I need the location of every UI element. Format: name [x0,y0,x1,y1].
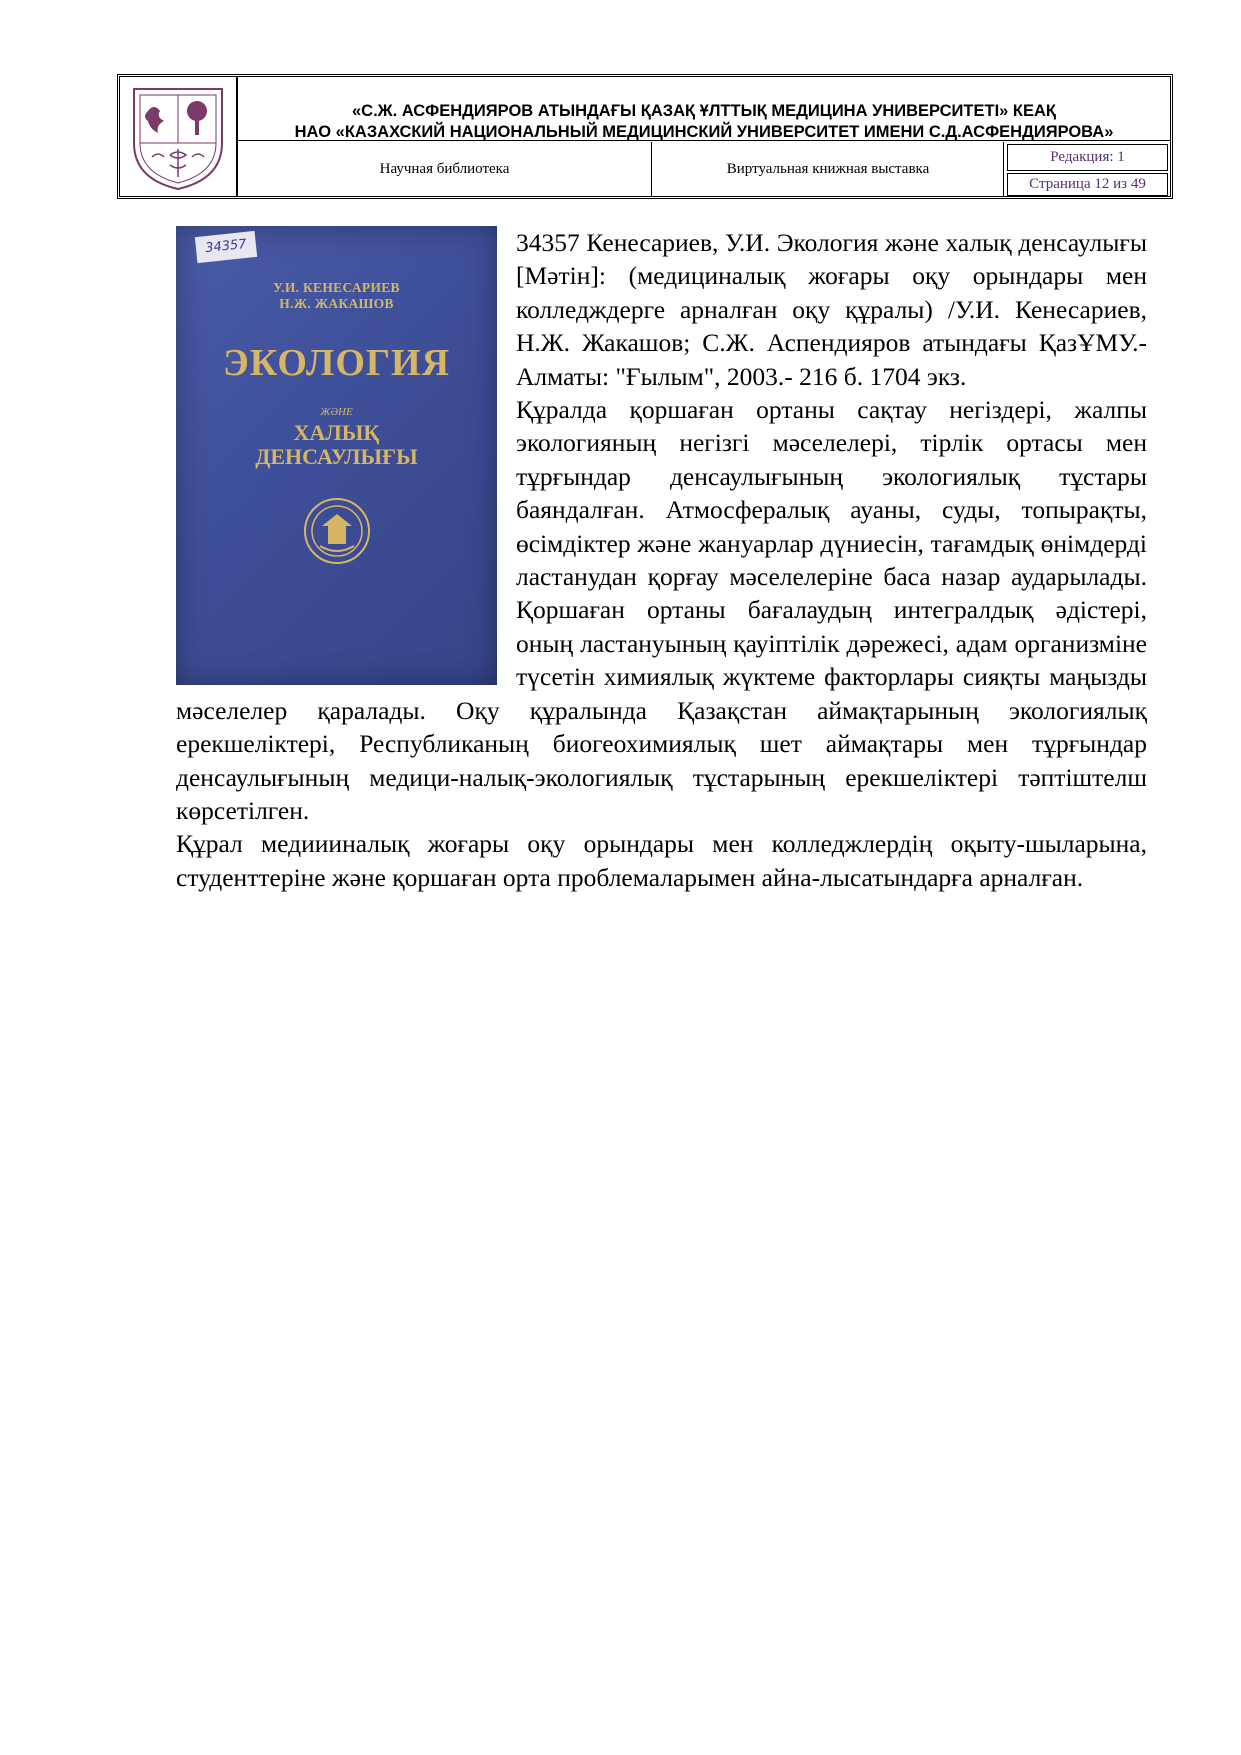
cover-title-sub-1: ХАЛЫҚ [293,420,380,445]
title-kazakh: «С.Ж. АСФЕНДИЯРОВ АТЫНДАҒЫ ҚАЗАҚ ҰЛТТЫҚ МЕДИЦИНА УНИВЕРСИТЕТІ» КЕАҚ [352,102,1056,120]
exhibition-label: Виртуальная книжная выставка [653,142,1004,196]
document-header [117,74,1173,199]
book-entry [176,226,1147,894]
cover-float-spacer [176,226,516,692]
library-label: Научная библиотека [238,142,652,196]
book-abstract: Құралда қоршаған ортаны сақтау негіздері, жалпы экологияның негізгі мәселелері, тірлік ортасы мен тұрғындар денсаулығының экологиялық тұстары баяндалған. Атмосфералық ауаны, суды, топырақты, өсімдіктер және жануарлар дүниесін, тағамдық өнімдерді ластанудан қорғау мәселелеріне баса назар аударылады. Қоршаған ортаны бағалаудың интегралдық әдістері, оның ластануының қауіптілік дәрежесі, адам организміне түсетін химиялық жүктеме факторлары сияқты маңызды мәселелер қаралады. Оқу құралында Қазақстан аймақтарының экологиялық ерекшеліктері, Республиканың биогеохимиялық шет аймақтары мен тұрғындар денсаулығының медици-налық-экологиялық тұстарының ерекшеліктері тәптіштелш көрсетілген. [176,395,1147,825]
inventory-sticker: 34357 [195,231,257,263]
page-number: Страница 12 из 49 [1007,173,1168,196]
cover-author-1: У.И. КЕНЕСАРИЕВ [273,280,400,295]
university-seal-icon [126,81,230,193]
title-russian: НАО «КАЗАХСКИЙ НАЦИОНАЛЬНЫЙ МЕДИЦИНСКИЙ УНИВЕРСИТЕТ ИМЕНИ С.Д.АСФЕНДИЯРОВА» [294,123,1114,141]
university-logo [120,77,238,196]
book-citation: 34357 Кенесариев, У.И. Экология және халық денсаулығы [Мәтін]: (медициналық жоғары оқу орындары мен колледждерге арналған оқу құралы) /У.И. Кенесариев, Н.Ж. Жакашов; С.Ж. Аспендияров атындағы ҚазҰМУ.- Алматы: "Ғылым", 2003.- 216 б. 1704 экз. [516,228,1147,391]
header-title [238,77,1170,141]
cover-title-and: ЖӘНЕ [320,406,353,418]
book-audience: Құрал медиииналық жоғары оқу орындары мен колледжлердің оқыту-шыларына, студенттеріне және қоршаған орта проблемаларымен айна-лысатындарға арналған. [176,829,1147,892]
cover-title-main: ЭКОЛОГИЯ [222,342,451,384]
cover-title-sub-2: ДЕНСАУЛЫҒЫ [255,444,418,469]
edition-label: Редакция: 1 [1007,144,1168,171]
cover-author-2: Н.Ж. ЖАКАШОВ [279,296,394,311]
